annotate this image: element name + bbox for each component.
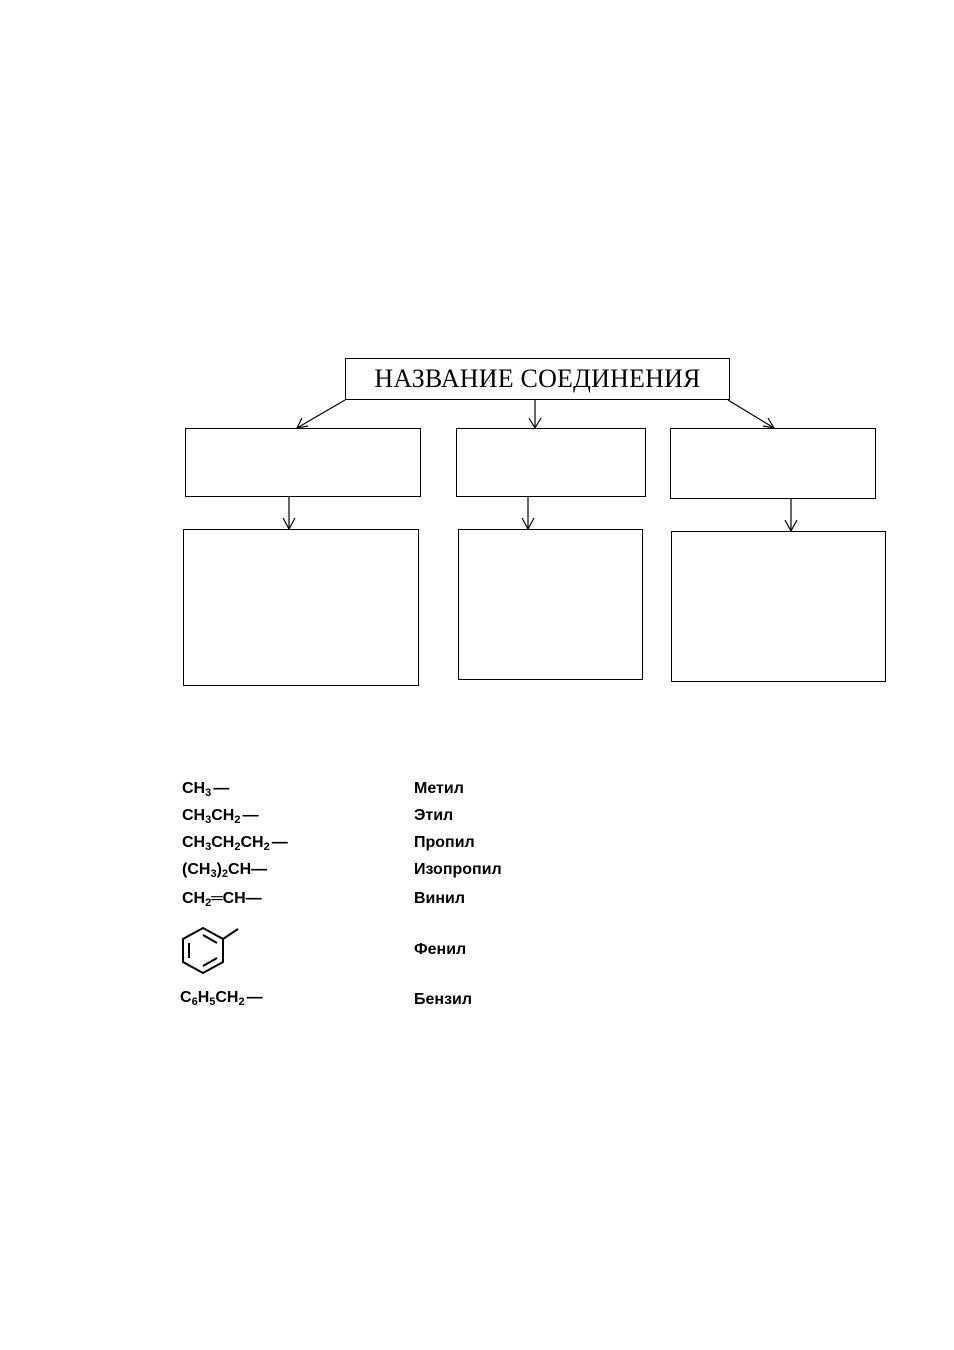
arrow-title-left xyxy=(297,400,345,428)
formula-isopropyl: $(CH_3)_2CH—$ xyxy=(182,861,268,880)
name-vinyl: Винил xyxy=(414,890,466,907)
formula-vinyl: $CH_2═CH—$ xyxy=(182,890,262,909)
name-methyl: Метил xyxy=(414,780,464,797)
formula-methyl: $CH_3$ — xyxy=(182,780,230,799)
arrow-title-right xyxy=(728,400,774,428)
formula-ethyl: $CH_3CH_2$ — xyxy=(182,807,259,826)
name-isopropyl: Изопропил xyxy=(414,861,502,878)
name-propyl: Пропил xyxy=(414,834,475,851)
name-phenyl: Фенил xyxy=(414,941,467,958)
benzene-ring-icon xyxy=(178,923,248,983)
formula-benzyl: $C_6H_5CH_2$ — xyxy=(180,989,263,1008)
name-ethyl: Этил xyxy=(414,807,454,824)
diagram-title: НАЗВАНИЕ СОЕДИНЕНИЯ xyxy=(374,364,701,393)
formula-propyl: $CH_3CH_2CH_2$ — xyxy=(182,834,288,853)
name-benzyl: Бензил xyxy=(414,991,473,1008)
